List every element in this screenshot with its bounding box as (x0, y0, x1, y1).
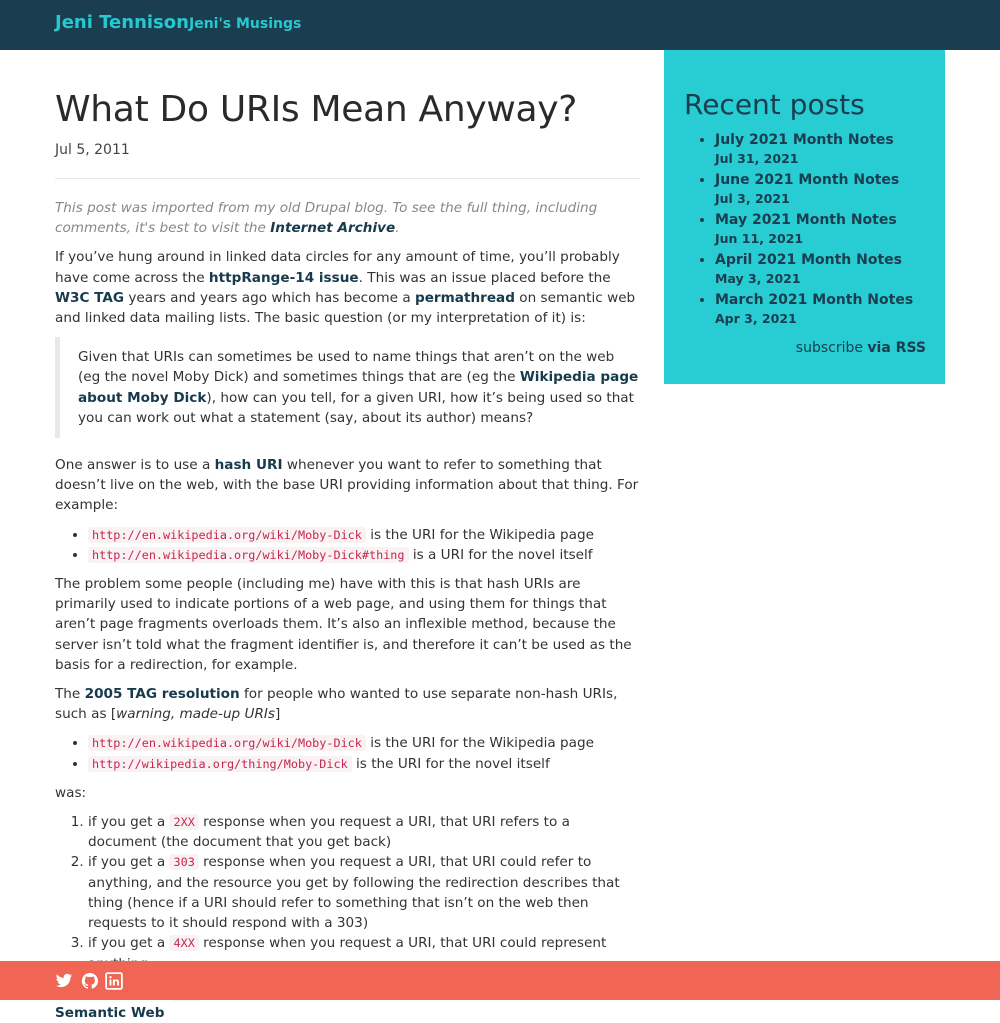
nav-link-musings[interactable]: Jeni's Musings (189, 16, 302, 32)
twitter-icon[interactable] (55, 972, 73, 990)
code-status: 303 (169, 854, 198, 870)
recent-post-date: Jul 31, 2021 (715, 151, 799, 166)
top-navbar (0, 0, 1000, 50)
recent-post-item (715, 131, 926, 168)
paragraph: The problem some people (including me) have with this is that hash URIs are primarily used to indicate portions of a web page, and using them for things that aren’t page fragments overloads them. It’s also an inflexible method, because the server isn’t told what the fragment identifier is, and therefore it can’t be used as the basis for a redirection, for example. (55, 576, 632, 673)
w3c-tag-link[interactable]: W3C TAG (55, 289, 125, 306)
uri-list-hash (55, 525, 640, 565)
list-item: • http://en.wikipedia.org/wiki/Moby-Dick is the URI for the Wikipedia page (88, 525, 640, 545)
post-title: What Do URIs Mean Anyway? (55, 89, 578, 130)
footer (0, 961, 1000, 1000)
blockquote (55, 337, 640, 438)
recent-posts-list (684, 131, 926, 328)
code-uri: http://en.wikipedia.org/wiki/Moby-Dick#thing (88, 547, 409, 563)
linkedin-icon[interactable] (105, 972, 123, 990)
cool-uris-link[interactable]: Semantic Web (55, 1004, 165, 1021)
paragraph: was: (55, 784, 87, 801)
recent-post-date: May 3, 2021 (715, 271, 801, 286)
recent-post-link[interactable]: July 2021 Month Notes (715, 132, 894, 148)
github-icon[interactable] (81, 972, 99, 990)
code-uri: http://en.wikipedia.org/wiki/Moby-Dick (88, 527, 366, 543)
hash-uri-link[interactable]: hash URI (214, 457, 283, 474)
paragraph: If you’ve hung around in linked data circles for any amount of time, you’ll probably have come across the httpRange-14 issue. This was an issue placed before the W3C TAG years and years ago which has become a permathread on semantic web and linked data mailing lists. The basic question (or my interpretation of it) is: (55, 249, 636, 327)
recent-post-link[interactable]: June 2021 Month Notes (715, 172, 900, 188)
response-code-list (55, 812, 640, 974)
recent-post-item (715, 211, 926, 248)
list-item: • http://en.wikipedia.org/wiki/Moby-Dick is the URI for the Wikipedia page (88, 733, 640, 753)
tag-resolution-link[interactable]: 2005 TAG resolution (84, 686, 240, 703)
recent-post-date: Jun 11, 2021 (715, 231, 804, 246)
recent-post-link[interactable]: March 2021 Month Notes (715, 292, 914, 308)
httprange-14-link[interactable]: httpRange-14 issue (208, 269, 359, 286)
code-status: 2XX (169, 814, 198, 830)
list-item: 3. if you get a 4XX response when you request a URI, that URI could represent (88, 933, 640, 973)
recent-post-date: Jul 3, 2021 (715, 191, 790, 206)
code-uri: http://en.wikipedia.org/wiki/Moby-Dick (88, 735, 366, 751)
post-date: Jul 5, 2011 (55, 142, 130, 158)
recent-post-date: Apr 3, 2021 (715, 311, 797, 326)
recent-post-item (715, 251, 926, 288)
quote-text: Given that URIs can sometimes be used to name things that aren’t on the web (eg the novel Moby Dick) and sometimes things that are (eg the Wikipedia page about Moby Dick), how can you tell, for a given URI, how it’s being used so that you can work out what a statement (say, about its author) means? (78, 349, 639, 426)
site-brand-link[interactable]: Jeni Tennison (55, 12, 189, 33)
list-item: 2. if you get a 303 response when you request a URI, that URI could refer to anything, and the resource you get by following the redirection describes that thing (hence if a URI should refer to something that isn’t on the web then requests to it should respond with a 303) (88, 852, 640, 933)
import-note: This post was imported from my old Drupal blog. To see the full thing, including comments, it's best to visit the Internet Archive. (55, 200, 598, 237)
code-uri: http://wikipedia.org/thing/Moby-Dick (88, 756, 352, 772)
recent-posts-sidebar (664, 50, 945, 384)
wikipedia-moby-dick-link[interactable]: Wikipedia page about Moby Dick (78, 369, 639, 406)
divider (55, 178, 640, 179)
recent-post-link[interactable]: April 2021 Month Notes (715, 252, 902, 268)
post-content (55, 88, 640, 1023)
rss-link[interactable]: via RSS (867, 340, 926, 356)
list-item: • http://en.wikipedia.org/wiki/Moby-Dick#thing is a URI for the novel itself (88, 545, 640, 565)
permathread-link[interactable]: permathread (414, 289, 515, 306)
list-item: 1. if you get a 2XX response when you request a URI, that URI refers to a document (the document that you get back) (88, 812, 640, 852)
recent-post-link[interactable]: May 2021 Month Notes (715, 212, 897, 228)
uri-list-slash (55, 733, 640, 773)
subscribe-line: subscribe via RSS (795, 340, 926, 356)
paragraph: One answer is to use a hash URI whenever you want to refer to something that doesn’t live on the web, with the base URI providing information about that thing. For example: (55, 457, 639, 514)
recent-post-item (715, 171, 926, 208)
sidebar-title: Recent posts (684, 88, 865, 121)
code-status: 4XX (169, 935, 198, 951)
list-item: • http://wikipedia.org/thing/Moby-Dick is the URI for the novel itself (88, 754, 640, 774)
internet-archive-link[interactable]: Internet Archive (270, 220, 396, 237)
recent-post-item (715, 291, 926, 328)
paragraph: The 2005 TAG resolution for people who wanted to use separate non-hash URIs, such as [warning, made-up URIs] (55, 686, 618, 723)
